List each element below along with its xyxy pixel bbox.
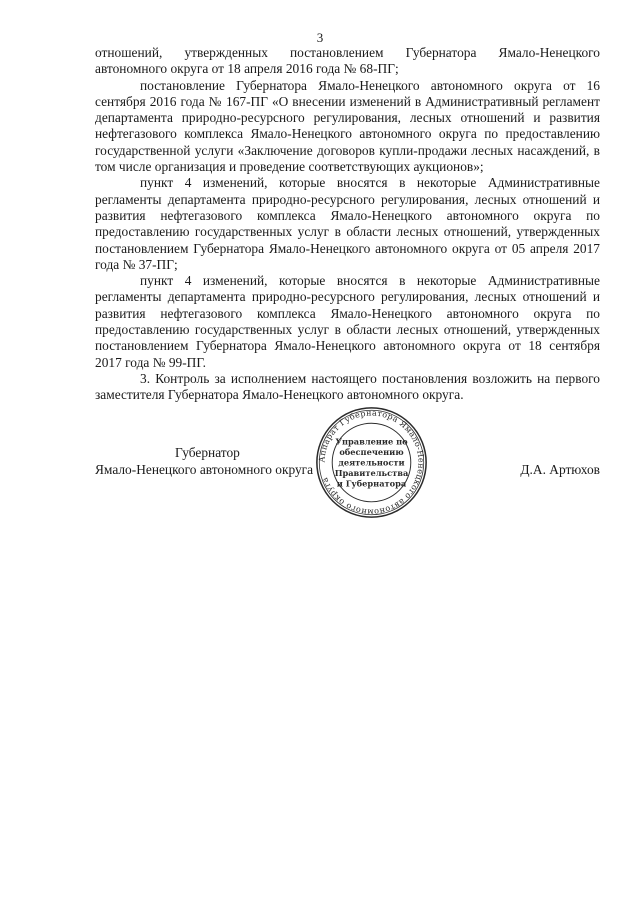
stamp-inner-line-2: обеспечению — [339, 446, 404, 457]
stamp-outer-text: Аппарат Губернатора Ямало-Ненецкого автономного округа — [317, 408, 426, 517]
official-stamp — [314, 405, 429, 520]
paragraph-5: 3. Контроль за исполнением настоящего постановления возложить на первого заместителя Губернатора Ямало-Ненецкого автономного округа. — [95, 370, 600, 403]
paragraph-2: постановление Губернатора Ямало-Ненецкого автономного округа от 16 сентября 2016 года № 167-ПГ «О внесении изменений в Административный регламент департамента природно-ресурсного регулирования, лесных отношений и развития нефтегазового комплекса Ямало-Ненецкого автономного округа по предоставлению государственной услуги «Заключение договоров купли-продажи лесных насаждений, в том числе организация и проведение соответствующих аукционов»; — [95, 77, 600, 175]
signatory-title: Губернатор — [175, 445, 240, 460]
stamp-inner-line-1: Управление по — [335, 436, 408, 447]
document-body — [95, 45, 600, 404]
paragraph-3: пункт 4 изменений, которые вносятся в некоторые Административные регламенты департамента природно-ресурсного регулирования, лесных отношений и развития нефтегазового комплекса Ямало-Ненецкого автономного округа по предоставлению государственных услуг в области лесных отношений, утвержденных постановлением Губернатора Ямало-Ненецкого автономного округа от 05 апреля 2017 года № 37-ПГ; — [95, 175, 600, 272]
stamp-inner-line-4: Правительства — [334, 467, 409, 478]
page-number: 3 — [316, 30, 324, 45]
stamp-inner-line-5: и Губернатора — [336, 478, 407, 489]
signatory-name: Д.А. Артюхов — [520, 462, 600, 477]
paragraph-4: пункт 4 изменений, которые вносятся в некоторые Административные регламенты департамента природно-ресурсного регулирования, лесных отношений и развития нефтегазового комплекса Ямало-Ненецкого автономного округа по предоставлению государственных услуг в области лесных отношений, утвержденных постановлением Губернатора Ямало-Ненецкого автономного округа от 18 сентября 2017 года № 99-ПГ. — [95, 273, 600, 370]
stamp-inner-line-3: деятельности — [338, 457, 405, 468]
paragraph-1: отношений, утвержденных постановлением Губернатора Ямало-Ненецкого автономного округа от 18 апреля 2016 года № 68-ПГ; — [95, 45, 600, 77]
signatory-region: Ямало-Ненецкого автономного округа — [95, 462, 314, 477]
